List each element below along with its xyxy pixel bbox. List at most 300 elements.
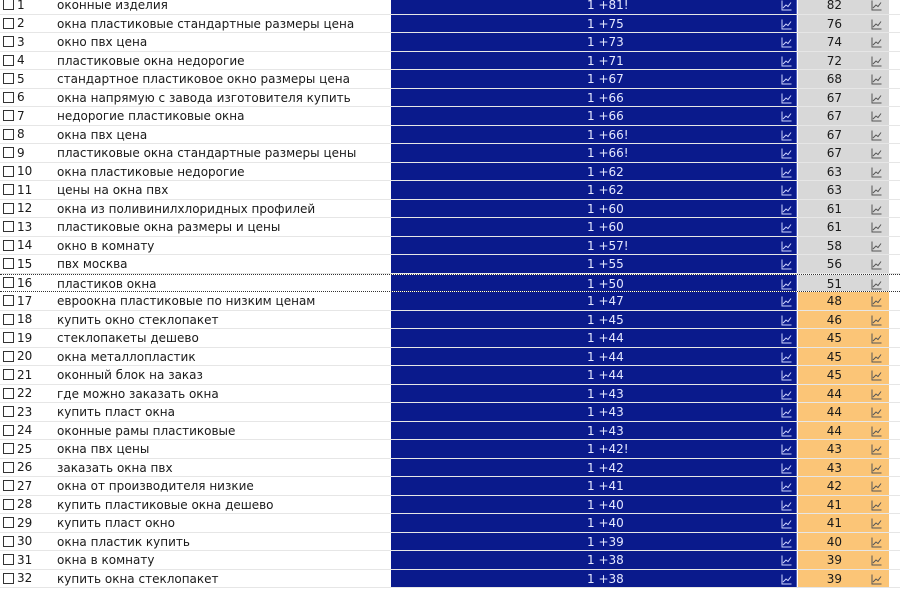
row-number-cell [0, 292, 52, 310]
row-checkbox[interactable] [3, 462, 14, 473]
trend-chart-icon[interactable] [871, 518, 882, 529]
trend-chart-icon[interactable] [781, 426, 792, 437]
row-number: 25 [17, 441, 33, 456]
trend-chart-icon[interactable] [871, 93, 882, 104]
trend-chart-icon[interactable] [781, 518, 792, 529]
trend-chart-icon[interactable] [781, 481, 792, 492]
frequency-value: 1 +50 [587, 276, 624, 291]
keyword-cell[interactable]: пластиковые окна стандартные размеры цены [57, 146, 357, 160]
keyword-cell[interactable]: стандартное пластиковое окно размеры цена [57, 72, 350, 86]
frequency-cell [391, 348, 797, 366]
score-chart-cell [865, 89, 889, 107]
score-chart-cell [865, 70, 889, 88]
keyword-cell[interactable]: окно в комнату [57, 238, 155, 253]
keyword-cell[interactable]: где можно заказать окна [57, 386, 219, 401]
row-checkbox[interactable] [3, 517, 14, 528]
trend-chart-icon[interactable] [871, 407, 882, 418]
row-number-cell [0, 33, 52, 51]
table-row[interactable] [0, 329, 900, 348]
score-chart-cell [865, 181, 889, 199]
table-row[interactable] [0, 33, 900, 52]
row-number: 15 [17, 256, 33, 271]
frequency-value: 1 +39 [587, 534, 624, 549]
table-row[interactable] [0, 292, 900, 311]
table-row[interactable] [0, 274, 900, 293]
keyword-cell[interactable]: окно пвх цена [57, 35, 148, 49]
keyword-cell[interactable]: окна пластиковые стандартные размеры цена [57, 16, 355, 31]
row-number: 26 [17, 460, 33, 474]
score-cell: 41 [798, 496, 865, 514]
keyword-cell[interactable]: евроокна пластиковые по низким ценам [57, 294, 316, 308]
trend-chart-icon[interactable] [871, 481, 882, 492]
frequency-cell [391, 126, 797, 144]
keyword-cell[interactable]: оконные изделия [57, 0, 168, 12]
keyword-cell[interactable]: оконный блок на заказ [57, 368, 203, 382]
row-number-cell [0, 551, 52, 569]
row-number-cell [0, 52, 52, 70]
frequency-value: 1 +41 [587, 479, 624, 493]
row-checkbox[interactable] [3, 314, 14, 325]
trend-chart-icon[interactable] [871, 389, 882, 400]
keyword-cell[interactable]: окна металлопластик [57, 349, 196, 364]
row-checkbox[interactable] [3, 443, 14, 454]
frequency-value: 1 +43 [587, 423, 624, 438]
row-number: 8 [17, 127, 25, 141]
keyword-cell[interactable]: стеклопакеты дешево [57, 331, 199, 345]
trend-chart-icon[interactable] [871, 74, 882, 85]
keyword-cell[interactable]: окна от производителя низкие [57, 479, 254, 493]
trend-chart-icon[interactable] [781, 111, 792, 122]
frequency-value: 1 +66! [587, 146, 629, 160]
score-chart-cell [865, 144, 889, 162]
row-checkbox[interactable] [3, 18, 14, 29]
score-cell: 41 [798, 514, 865, 532]
frequency-value: 1 +44 [587, 368, 624, 382]
score-cell: 76 [798, 15, 865, 33]
keyword-cell[interactable]: купить пласт окна [57, 405, 175, 419]
keyword-cell[interactable]: заказать окна пвх [57, 460, 173, 475]
trend-chart-icon[interactable] [781, 37, 792, 48]
keyword-cell[interactable]: окна пластик купить [57, 534, 190, 549]
score-cell: 67 [798, 89, 865, 107]
score-chart-cell [865, 0, 889, 14]
score-cell: 39 [798, 551, 865, 569]
score-cell: 82 [798, 0, 865, 14]
score-chart-cell [865, 570, 889, 588]
frequency-cell [391, 311, 797, 329]
row-number: 5 [17, 71, 25, 86]
score-chart-cell [865, 533, 889, 551]
trend-chart-icon[interactable] [781, 315, 792, 326]
trend-chart-icon[interactable] [781, 407, 792, 418]
table-row[interactable] [0, 348, 900, 367]
keyword-cell[interactable]: окна пвх цена [57, 127, 148, 142]
keyword-cell[interactable]: купить окна стеклопакет [57, 571, 219, 586]
frequency-value: 1 +60 [587, 201, 624, 216]
row-number: 3 [17, 34, 25, 49]
frequency-cell [391, 477, 797, 495]
trend-chart-icon[interactable] [781, 444, 792, 455]
trend-chart-icon[interactable] [871, 148, 882, 159]
score-chart-cell [865, 403, 889, 421]
table-row[interactable] [0, 181, 900, 200]
trend-chart-icon[interactable] [871, 315, 882, 326]
row-checkbox[interactable] [3, 332, 14, 343]
keyword-cell[interactable]: пластиков окна [57, 276, 157, 291]
keyword-cell[interactable]: купить пласт окно [57, 516, 175, 530]
table-row[interactable] [0, 570, 900, 589]
score-chart-cell [865, 440, 889, 458]
row-number-cell [0, 15, 52, 33]
row-checkbox[interactable] [3, 203, 14, 214]
table-row[interactable] [0, 144, 900, 163]
trend-chart-icon[interactable] [781, 56, 792, 67]
keyword-cell[interactable]: купить окно стеклопакет [57, 312, 219, 327]
score-chart-cell [865, 329, 889, 347]
score-cell: 45 [798, 348, 865, 366]
trend-chart-icon[interactable] [781, 555, 792, 566]
trend-chart-icon[interactable] [871, 185, 882, 196]
row-number-cell [0, 329, 52, 347]
score-chart-cell [865, 200, 889, 218]
keyword-cell[interactable]: окна пвх цены [57, 442, 150, 456]
row-number: 13 [17, 219, 33, 234]
trend-chart-icon[interactable] [781, 333, 792, 344]
frequency-value: 1 +71 [587, 53, 624, 68]
keyword-cell[interactable]: окна напрямую с завода изготовителя купить [57, 90, 351, 105]
trend-chart-icon[interactable] [871, 241, 882, 252]
table-row[interactable] [0, 422, 900, 441]
trend-chart-icon[interactable] [871, 130, 882, 141]
score-cell: 63 [798, 181, 865, 199]
score-chart-cell [865, 496, 889, 514]
row-checkbox[interactable] [3, 55, 14, 66]
keyword-cell[interactable]: оконные рамы пластиковые [57, 423, 236, 438]
table-row[interactable] [0, 107, 900, 126]
frequency-value: 1 +55 [587, 257, 624, 271]
table-row[interactable] [0, 403, 900, 422]
trend-chart-icon[interactable] [871, 0, 882, 11]
row-checkbox[interactable] [3, 36, 14, 47]
frequency-value: 1 +60 [587, 220, 624, 234]
frequency-value: 1 +73 [587, 35, 624, 49]
keyword-cell[interactable]: пластиковые окна размеры и цены [57, 220, 281, 234]
row-checkbox[interactable] [3, 536, 14, 547]
table-row[interactable] [0, 126, 900, 145]
row-checkbox[interactable] [3, 147, 14, 158]
frequency-value: 1 +42 [587, 460, 624, 475]
trend-chart-icon[interactable] [781, 204, 792, 215]
score-chart-cell [865, 292, 889, 310]
row-checkbox[interactable] [3, 554, 14, 565]
trend-chart-icon[interactable] [781, 222, 792, 233]
frequency-value: 1 +43 [587, 386, 624, 401]
score-chart-cell [865, 15, 889, 33]
trend-chart-icon[interactable] [781, 241, 792, 252]
row-number-cell [0, 107, 52, 125]
score-chart-cell [865, 275, 889, 292]
row-number: 6 [17, 90, 25, 104]
row-checkbox[interactable] [3, 351, 14, 362]
row-checkbox[interactable] [3, 295, 14, 306]
score-cell: 45 [798, 329, 865, 347]
row-number-cell [0, 348, 52, 366]
row-checkbox[interactable] [3, 277, 14, 288]
frequency-cell [391, 52, 797, 70]
row-checkbox[interactable] [3, 406, 14, 417]
trend-chart-icon[interactable] [781, 537, 792, 548]
row-checkbox[interactable] [3, 129, 14, 140]
frequency-cell [391, 200, 797, 218]
trend-chart-icon[interactable] [871, 352, 882, 363]
frequency-value: 1 +62 [587, 183, 624, 197]
row-number-cell [0, 200, 52, 218]
row-number: 30 [17, 534, 33, 548]
frequency-cell [391, 33, 797, 51]
row-number-cell [0, 163, 52, 181]
frequency-cell [391, 514, 797, 532]
table-row[interactable] [0, 366, 900, 385]
row-number: 32 [17, 571, 33, 585]
row-number-cell [0, 237, 52, 255]
frequency-cell [391, 218, 797, 236]
frequency-cell [391, 366, 797, 384]
trend-chart-icon[interactable] [781, 74, 792, 85]
frequency-value: 1 +57! [587, 238, 629, 253]
score-chart-cell [865, 514, 889, 532]
table-row[interactable] [0, 52, 900, 71]
trend-chart-icon[interactable] [781, 352, 792, 363]
row-number-cell [0, 440, 52, 458]
trend-chart-icon[interactable] [871, 222, 882, 233]
row-checkbox[interactable] [3, 0, 14, 10]
row-checkbox[interactable] [3, 240, 14, 251]
row-number-cell [0, 144, 52, 162]
table-row[interactable] [0, 514, 900, 533]
score-cell: 45 [798, 366, 865, 384]
keyword-cell[interactable]: цены на окна пвх [57, 183, 169, 197]
table-row[interactable] [0, 496, 900, 515]
table-row[interactable] [0, 218, 900, 237]
row-number: 14 [17, 238, 33, 252]
trend-chart-icon[interactable] [871, 333, 882, 344]
row-number-cell [0, 496, 52, 514]
trend-chart-icon[interactable] [781, 185, 792, 196]
row-number-cell [0, 181, 52, 199]
table-row[interactable] [0, 0, 900, 15]
row-checkbox[interactable] [3, 110, 14, 121]
frequency-cell [391, 275, 797, 292]
score-cell: 58 [798, 237, 865, 255]
frequency-value: 1 +44 [587, 349, 624, 364]
table-row[interactable] [0, 551, 900, 570]
table-row[interactable] [0, 477, 900, 496]
score-chart-cell [865, 311, 889, 329]
trend-chart-icon[interactable] [871, 463, 882, 474]
row-checkbox[interactable] [3, 499, 14, 510]
frequency-value: 1 +75 [587, 16, 624, 31]
trend-chart-icon[interactable] [871, 259, 882, 270]
score-cell: 48 [798, 292, 865, 310]
row-number: 12 [17, 201, 33, 215]
row-checkbox[interactable] [3, 166, 14, 177]
keyword-cell[interactable]: окна пластиковые недорогие [57, 164, 245, 179]
trend-chart-icon[interactable] [781, 296, 792, 307]
frequency-cell [391, 422, 797, 440]
score-chart-cell [865, 52, 889, 70]
table-row[interactable] [0, 89, 900, 108]
score-chart-cell [865, 33, 889, 51]
score-chart-cell [865, 107, 889, 125]
trend-chart-icon[interactable] [781, 463, 792, 474]
frequency-cell [391, 255, 797, 273]
score-cell: 46 [798, 311, 865, 329]
row-number: 31 [17, 552, 33, 567]
score-cell: 68 [798, 70, 865, 88]
score-chart-cell [865, 422, 889, 440]
row-number-cell [0, 533, 52, 551]
frequency-cell [391, 385, 797, 403]
trend-chart-icon[interactable] [781, 0, 792, 11]
row-number-cell [0, 89, 52, 107]
trend-chart-icon[interactable] [781, 389, 792, 400]
row-number: 29 [17, 515, 33, 530]
trend-chart-icon[interactable] [871, 56, 882, 67]
trend-chart-icon[interactable] [871, 37, 882, 48]
trend-chart-icon[interactable] [871, 555, 882, 566]
row-checkbox[interactable] [3, 73, 14, 84]
row-number-cell [0, 0, 52, 14]
frequency-cell [391, 440, 797, 458]
row-number-cell [0, 403, 52, 421]
row-checkbox[interactable] [3, 369, 14, 380]
keyword-cell[interactable]: недорогие пластиковые окна [57, 109, 245, 123]
trend-chart-icon[interactable] [871, 167, 882, 178]
frequency-cell [391, 70, 797, 88]
row-checkbox[interactable] [3, 388, 14, 399]
score-cell: 67 [798, 144, 865, 162]
score-cell: 56 [798, 255, 865, 273]
trend-chart-icon[interactable] [871, 537, 882, 548]
trend-chart-icon[interactable] [781, 370, 792, 381]
row-number-cell [0, 514, 52, 532]
score-cell: 43 [798, 459, 865, 477]
score-chart-cell [865, 366, 889, 384]
keyword-cell[interactable]: окна в комнату [57, 553, 155, 567]
score-chart-cell [865, 163, 889, 181]
trend-chart-icon[interactable] [781, 279, 792, 290]
table-row[interactable] [0, 255, 900, 274]
score-chart-cell [865, 255, 889, 273]
row-number: 18 [17, 312, 33, 326]
table-row[interactable] [0, 163, 900, 182]
score-cell: 42 [798, 477, 865, 495]
table-row[interactable] [0, 385, 900, 404]
row-number: 21 [17, 367, 33, 382]
keyword-cell[interactable]: купить пластиковые окна дешево [57, 497, 274, 512]
row-checkbox[interactable] [3, 573, 14, 584]
trend-chart-icon[interactable] [871, 19, 882, 30]
row-checkbox[interactable] [3, 480, 14, 491]
score-chart-cell [865, 459, 889, 477]
keyword-cell[interactable]: окна из поливинилхлоридных профилей [57, 201, 316, 216]
frequency-cell [391, 496, 797, 514]
table-row[interactable] [0, 311, 900, 330]
keyword-cell[interactable]: пвх москва [57, 257, 128, 271]
score-chart-cell [865, 237, 889, 255]
frequency-value: 1 +81! [587, 0, 629, 12]
row-number-cell [0, 126, 52, 144]
trend-chart-icon[interactable] [871, 279, 882, 290]
frequency-value: 1 +38 [587, 571, 624, 586]
trend-chart-icon[interactable] [781, 259, 792, 270]
frequency-value: 1 +44 [587, 331, 624, 345]
score-cell: 74 [798, 33, 865, 51]
score-cell: 43 [798, 440, 865, 458]
trend-chart-icon[interactable] [781, 500, 792, 511]
frequency-cell [391, 237, 797, 255]
trend-chart-icon[interactable] [871, 426, 882, 437]
frequency-cell [391, 0, 797, 14]
row-number-cell [0, 275, 52, 292]
row-number: 19 [17, 330, 33, 345]
trend-chart-icon[interactable] [871, 370, 882, 381]
row-checkbox[interactable] [3, 92, 14, 103]
row-number-cell [0, 255, 52, 273]
trend-chart-icon[interactable] [781, 574, 792, 585]
trend-chart-icon[interactable] [871, 204, 882, 215]
trend-chart-icon[interactable] [871, 111, 882, 122]
table-row[interactable] [0, 533, 900, 552]
frequency-cell [391, 107, 797, 125]
keyword-cell[interactable]: пластиковые окна недорогие [57, 53, 245, 68]
row-number-cell [0, 70, 52, 88]
trend-chart-icon[interactable] [781, 167, 792, 178]
table-row[interactable] [0, 459, 900, 478]
trend-chart-icon[interactable] [781, 130, 792, 141]
row-checkbox[interactable] [3, 425, 14, 436]
score-cell: 44 [798, 403, 865, 421]
row-number: 17 [17, 293, 33, 308]
trend-chart-icon[interactable] [781, 148, 792, 159]
table-row[interactable] [0, 70, 900, 89]
score-cell: 63 [798, 163, 865, 181]
frequency-cell [391, 89, 797, 107]
score-chart-cell [865, 126, 889, 144]
trend-chart-icon[interactable] [781, 19, 792, 30]
frequency-value: 1 +66 [587, 90, 624, 105]
trend-chart-icon[interactable] [871, 444, 882, 455]
row-checkbox[interactable] [3, 184, 14, 195]
trend-chart-icon[interactable] [871, 296, 882, 307]
row-number-cell [0, 218, 52, 236]
row-checkbox[interactable] [3, 221, 14, 232]
table-row[interactable] [0, 440, 900, 459]
row-checkbox[interactable] [3, 258, 14, 269]
row-number: 2 [17, 16, 25, 30]
table-row[interactable] [0, 237, 900, 256]
trend-chart-icon[interactable] [871, 574, 882, 585]
score-cell: 72 [798, 52, 865, 70]
trend-chart-icon[interactable] [781, 93, 792, 104]
frequency-value: 1 +40 [587, 497, 624, 512]
table-row[interactable] [0, 200, 900, 219]
frequency-value: 1 +45 [587, 312, 624, 327]
row-number-cell [0, 477, 52, 495]
score-chart-cell [865, 348, 889, 366]
trend-chart-icon[interactable] [871, 500, 882, 511]
table-row[interactable] [0, 15, 900, 34]
